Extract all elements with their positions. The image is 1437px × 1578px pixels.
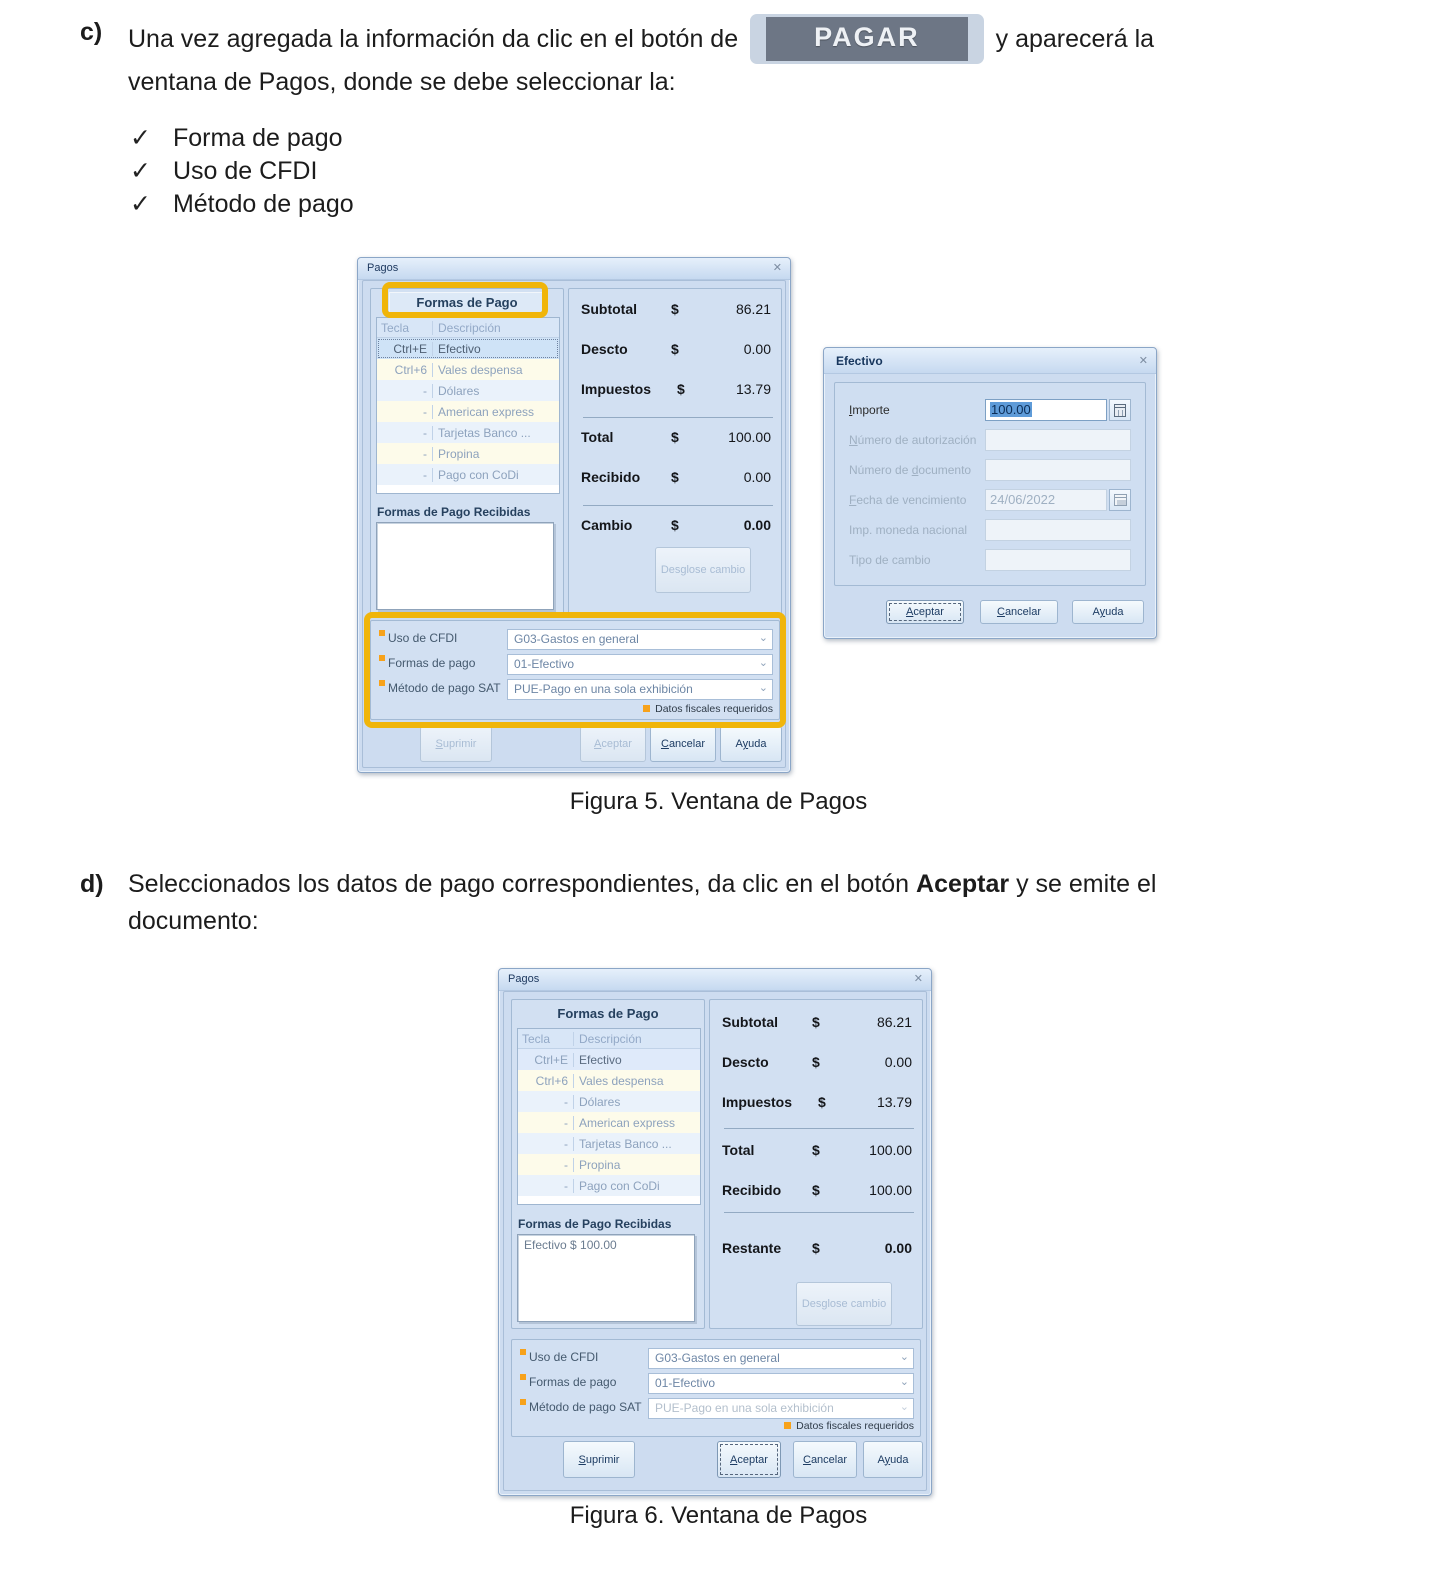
item-c-label: c) xyxy=(80,18,103,46)
required-bullet-icon xyxy=(520,1374,526,1380)
calculator-button[interactable] xyxy=(1109,399,1131,421)
currency: $ xyxy=(671,301,679,317)
recibidas-item: Efectivo $ 100.00 xyxy=(524,1238,617,1252)
table-header xyxy=(518,1029,700,1049)
efectivo-titlebar xyxy=(824,348,1156,374)
numero-autorizacion-input[interactable] xyxy=(985,429,1131,451)
total-label: Subtotal xyxy=(722,1014,778,1030)
field-label: Importe xyxy=(849,403,890,417)
field-label: Fecha de vencimiento xyxy=(849,493,967,507)
total-label: Recibido xyxy=(581,469,641,485)
suprimir-button[interactable]: Suprimir xyxy=(563,1441,635,1478)
row-desc: Tarjetas Banco ... xyxy=(438,425,531,440)
total-value: 13.79 xyxy=(876,1094,912,1110)
para-c-text-before: Una vez agregada la información da clic en el botón de xyxy=(128,24,739,53)
total-value: 0.00 xyxy=(884,1054,912,1070)
row-desc: Dólares xyxy=(438,383,480,398)
row-key: Ctrl+6 xyxy=(518,1074,574,1088)
field-label: Número de documento xyxy=(849,463,972,477)
total-value: 100.00 xyxy=(869,1182,912,1198)
formas-de-pago-title: Formas de Pago xyxy=(557,1006,659,1021)
required-bullet-icon xyxy=(784,1422,791,1429)
required-bullet-icon xyxy=(520,1399,526,1405)
item-d-label: d) xyxy=(80,870,104,898)
pagos1-window-title: Pagos xyxy=(367,262,399,274)
pagos-window-1 xyxy=(357,257,791,773)
total-label: Total xyxy=(581,429,614,445)
row-key: - xyxy=(377,468,433,482)
row-desc: Vales despensa xyxy=(438,362,523,377)
formas-de-pago-select[interactable]: 01-Efectivo ⌄ xyxy=(507,654,773,675)
paragraph-d xyxy=(80,866,1380,940)
efectivo-fields-panel xyxy=(834,382,1146,586)
formas-de-pago-select[interactable]: 01-Efectivo ⌄ xyxy=(648,1373,914,1394)
table-row[interactable] xyxy=(377,464,559,485)
close-icon[interactable]: ✕ xyxy=(1138,355,1148,367)
table-row[interactable] xyxy=(518,1070,700,1091)
checklist-item-label: Forma de pago xyxy=(172,124,343,152)
uso-de-cfdi-select[interactable]: G03-Gastos en general ⌄ xyxy=(507,629,773,650)
table-row[interactable] xyxy=(518,1049,700,1070)
table-row[interactable] xyxy=(377,443,559,464)
checklist-item-label: Método de pago xyxy=(172,190,354,218)
currency: $ xyxy=(812,1240,820,1256)
currency: $ xyxy=(812,1014,820,1030)
table-row[interactable] xyxy=(518,1112,700,1133)
row-desc: Pago con CoDi xyxy=(438,467,519,482)
table-row[interactable] xyxy=(377,401,559,422)
formas-de-pago-highlight xyxy=(382,282,548,318)
field-label: Método de pago SAT xyxy=(388,681,501,695)
check-icon: ✓ xyxy=(130,124,151,152)
row-key: - xyxy=(377,384,433,398)
figure6-caption: Figura 6. Ventana de Pagos xyxy=(569,1502,868,1529)
check-icon: ✓ xyxy=(130,157,151,185)
field-label: Uso de CFDI xyxy=(388,631,458,645)
total-value: 0.00 xyxy=(743,469,771,485)
row-desc: American express xyxy=(438,404,535,419)
table-row[interactable] xyxy=(377,359,559,380)
table-row[interactable] xyxy=(518,1175,700,1196)
total-value: 0.00 xyxy=(743,341,771,357)
importe-input[interactable]: 100.00 xyxy=(985,399,1107,421)
field-label: Número de autorización xyxy=(849,433,977,447)
tipo-de-cambio-input[interactable] xyxy=(985,549,1131,571)
field-label: Imp. moneda nacional xyxy=(849,523,968,537)
chevron-down-icon: ⌄ xyxy=(899,1376,909,1388)
checklist-item xyxy=(130,188,354,221)
para-d-line2: documento: xyxy=(128,907,259,935)
row-key: - xyxy=(518,1179,574,1193)
row-desc: Tarjetas Banco ... xyxy=(579,1136,672,1151)
row-desc: Vales despensa xyxy=(579,1073,664,1088)
aceptar-button[interactable]: Aceptar xyxy=(580,726,646,762)
col-descripcion: Descripción xyxy=(579,1031,642,1046)
checklist-item xyxy=(130,155,354,188)
table-row[interactable] xyxy=(518,1091,700,1112)
pagos2-window-title: Pagos xyxy=(508,973,540,985)
formas-de-pago-title: Formas de Pago xyxy=(389,292,545,314)
chevron-down-icon: ⌄ xyxy=(899,1401,909,1413)
pagos2-titlebar xyxy=(499,969,931,991)
divider xyxy=(583,417,773,418)
divider xyxy=(724,1128,914,1129)
pagos2-fiscal-panel xyxy=(511,1339,921,1437)
col-tecla: Tecla xyxy=(377,321,433,335)
datos-fiscales-note: Datos fiscales requeridos xyxy=(784,1420,914,1432)
ayuda-button[interactable]: Ayuda xyxy=(720,726,782,762)
para-d-bold: Aceptar xyxy=(916,870,1010,898)
total-label: Descto xyxy=(722,1054,769,1070)
row-desc: Dólares xyxy=(579,1094,621,1109)
chevron-down-icon: ⌄ xyxy=(758,657,768,669)
total-label: Recibido xyxy=(722,1182,782,1198)
row-key: Ctrl+6 xyxy=(377,363,433,377)
formas-de-pago-table xyxy=(517,1028,701,1205)
currency: $ xyxy=(818,1094,826,1110)
row-desc: American express xyxy=(579,1115,676,1130)
fecha-vencimiento-input[interactable]: 24/06/2022 xyxy=(985,489,1107,511)
total-value: 100.00 xyxy=(869,1142,912,1158)
total-value: 0.00 xyxy=(743,517,771,533)
formas-de-pago-table xyxy=(376,317,560,494)
calendar-button[interactable] xyxy=(1109,489,1131,511)
divider xyxy=(583,505,773,506)
row-key: - xyxy=(377,447,433,461)
required-bullet-icon xyxy=(520,1349,526,1355)
cancelar-button[interactable]: Cancelar xyxy=(650,726,716,762)
total-label: Restante xyxy=(722,1240,782,1256)
ayuda-button[interactable]: Ayuda xyxy=(863,1441,923,1478)
ayuda-button[interactable]: Ayuda xyxy=(1072,600,1144,624)
cancelar-button[interactable]: Cancelar xyxy=(980,600,1058,624)
total-value: 86.21 xyxy=(876,1014,912,1030)
row-desc: Propina xyxy=(579,1157,621,1172)
row-key: - xyxy=(377,426,433,440)
uso-de-cfdi-select[interactable]: G03-Gastos en general ⌄ xyxy=(648,1348,914,1369)
row-key: - xyxy=(377,405,433,419)
table-header xyxy=(377,318,559,338)
col-tecla: Tecla xyxy=(518,1032,574,1046)
field-label: Formas de pago xyxy=(529,1375,617,1389)
table-row[interactable] xyxy=(518,1133,700,1154)
paragraph-c xyxy=(80,14,1380,101)
field-label: Uso de CFDI xyxy=(529,1350,599,1364)
formas-pago-recibidas-label: Formas de Pago Recibidas xyxy=(377,505,531,519)
total-value: 13.79 xyxy=(735,381,771,397)
total-value: 100.00 xyxy=(728,429,771,445)
currency: $ xyxy=(671,517,679,533)
datos-fiscales-note: Datos fiscales requeridos xyxy=(643,703,773,715)
row-key: - xyxy=(518,1158,574,1172)
row-key: - xyxy=(518,1116,574,1130)
metodo-pago-sat-select[interactable]: PUE-Pago en una sola exhibición ⌄ xyxy=(507,679,773,700)
total-label: Descto xyxy=(581,341,628,357)
total-label: Cambio xyxy=(581,517,633,533)
desglose-cambio-button[interactable]: Desglose cambio xyxy=(796,1282,892,1326)
checklist-item xyxy=(130,122,354,155)
close-icon[interactable]: ✕ xyxy=(913,973,923,985)
calendar-icon xyxy=(1114,494,1127,506)
divider xyxy=(724,1212,914,1213)
total-value: 86.21 xyxy=(735,301,771,317)
table-row[interactable] xyxy=(377,380,559,401)
row-desc: Propina xyxy=(438,446,480,461)
fiscal-fields-highlight xyxy=(364,612,786,728)
checklist xyxy=(130,122,354,221)
field-label: Formas de pago xyxy=(388,656,476,670)
total-label: Impuestos xyxy=(722,1094,793,1110)
pagos2-totals-panel xyxy=(709,999,923,1329)
total-label: Total xyxy=(722,1142,755,1158)
numero-documento-input[interactable] xyxy=(985,459,1131,481)
field-label: Tipo de cambio xyxy=(849,553,931,567)
row-key: Ctrl+E xyxy=(518,1053,574,1067)
table-row[interactable] xyxy=(377,422,559,443)
pagos1-totals-panel xyxy=(568,288,782,616)
imp-moneda-nacional-input[interactable] xyxy=(985,519,1131,541)
chevron-down-icon: ⌄ xyxy=(758,632,768,644)
row-desc: Pago con CoDi xyxy=(579,1178,660,1193)
pagos-window-2 xyxy=(498,968,932,1496)
currency: $ xyxy=(671,341,679,357)
efectivo-window-title: Efectivo xyxy=(836,354,883,368)
total-value: 0.00 xyxy=(884,1240,912,1256)
para-c-text-after: y aparecerá la xyxy=(995,24,1155,53)
row-desc: Efectivo xyxy=(579,1052,622,1067)
pagos1-formas-panel xyxy=(370,288,564,616)
table-row[interactable] xyxy=(518,1154,700,1175)
formas-pago-recibidas-list[interactable] xyxy=(376,522,554,610)
pagos2-formas-panel xyxy=(511,999,705,1329)
para-c-line2: ventana de Pagos, donde se debe seleccionar la: xyxy=(128,68,676,96)
suprimir-button[interactable]: Suprimir xyxy=(420,726,492,762)
aceptar-button[interactable]: Aceptar xyxy=(717,1441,781,1478)
row-key: - xyxy=(518,1095,574,1109)
field-label: Método de pago SAT xyxy=(529,1400,642,1414)
currency: $ xyxy=(671,469,679,485)
figure5-caption: Figura 5. Ventana de Pagos xyxy=(569,788,868,815)
efectivo-dialog xyxy=(823,347,1157,639)
formas-pago-recibidas-label: Formas de Pago Recibidas xyxy=(518,1217,672,1231)
para-d-text-b: y se emite el xyxy=(1016,870,1157,898)
aceptar-button[interactable]: Aceptar xyxy=(886,600,964,624)
currency: $ xyxy=(812,1054,820,1070)
currency: $ xyxy=(677,381,685,397)
col-descripcion: Descripción xyxy=(438,320,501,335)
checklist-item-label: Uso de CFDI xyxy=(172,157,318,185)
metodo-pago-sat-select[interactable]: PUE-Pago en una sola exhibición ⌄ xyxy=(648,1398,914,1419)
total-label: Subtotal xyxy=(581,301,637,317)
currency: $ xyxy=(671,429,679,445)
close-icon[interactable]: ✕ xyxy=(772,262,782,274)
pagar-button-image[interactable]: PAGAR xyxy=(750,14,984,64)
row-desc: Efectivo xyxy=(438,341,481,356)
table-row[interactable] xyxy=(377,338,559,359)
currency: $ xyxy=(812,1142,820,1158)
chevron-down-icon: ⌄ xyxy=(899,1351,909,1363)
row-key: - xyxy=(518,1137,574,1151)
currency: $ xyxy=(812,1182,820,1198)
desglose-cambio-button[interactable]: Desglose cambio xyxy=(655,547,751,593)
total-label: Impuestos xyxy=(581,381,652,397)
cancelar-button[interactable]: Cancelar xyxy=(793,1441,857,1478)
row-key: Ctrl+E xyxy=(377,342,433,356)
para-d-text-a: Seleccionados los datos de pago correspondientes, da clic en el botón xyxy=(128,870,910,898)
calculator-icon xyxy=(1114,404,1126,417)
formas-pago-recibidas-list[interactable] xyxy=(517,1234,695,1322)
pagos1-titlebar xyxy=(358,258,790,280)
check-icon: ✓ xyxy=(130,190,151,218)
chevron-down-icon: ⌄ xyxy=(758,682,768,694)
